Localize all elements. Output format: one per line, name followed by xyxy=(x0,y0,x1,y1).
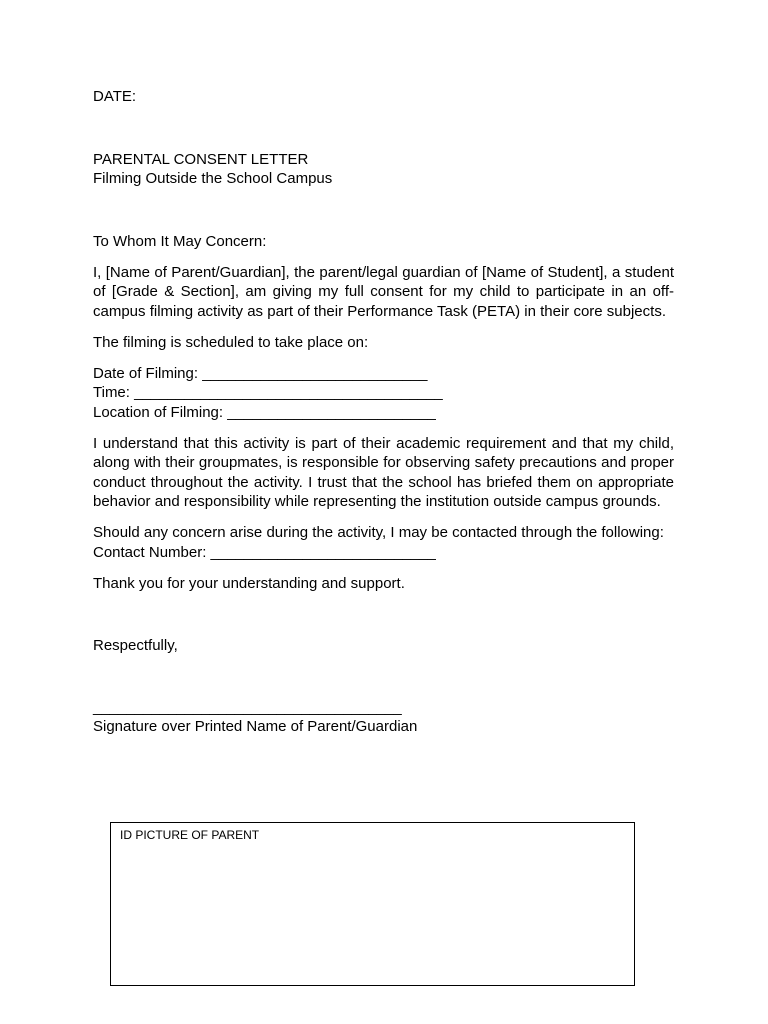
understanding-paragraph: I understand that this activity is part of their academic requirement and that my child, along with their groupmates, is responsible for observing safety precautions and proper conduct throughout the activity. I trust that the school has briefed them on appropriate behavior and responsibility while representing the institution outside campus grounds. xyxy=(93,434,674,510)
signature-line: _____________________________________ xyxy=(93,698,402,716)
consent-paragraph: I, [Name of Parent/Guardian], the parent/legal guardian of [Name of Student], a student of [Grade & Section], am giving my full consent for my child to participate in an off-campus filming activity as part of their Performance Task (PETA) in their core subjects. xyxy=(93,263,674,320)
letter-title: PARENTAL CONSENT LETTER xyxy=(93,150,309,168)
location-field: Location of Filming: _________________________ xyxy=(93,403,436,421)
signature-caption: Signature over Printed Name of Parent/Guardian xyxy=(93,718,418,735)
time-field: Time: _____________________________________ xyxy=(93,384,443,401)
schedule-intro: The filming is scheduled to take place on: xyxy=(93,333,369,351)
id-picture-box xyxy=(110,822,635,986)
date-of-filming-field: Date of Filming: ___________________________ xyxy=(93,364,428,382)
letter-body xyxy=(93,87,674,737)
thanks-line: Thank you for your understanding and support. xyxy=(93,574,405,592)
id-picture-label: ID PICTURE OF PARENT xyxy=(120,828,260,842)
concern-paragraph: Should any concern arise during the activity, I may be contacted through the following: xyxy=(93,524,664,541)
closing: Respectfully, xyxy=(93,637,178,654)
letter-subtitle: Filming Outside the School Campus xyxy=(93,170,333,187)
contact-number-field: Contact Number: ___________________________ xyxy=(93,543,436,561)
date-label: DATE: xyxy=(93,88,137,105)
greeting: To Whom It May Concern: xyxy=(93,232,267,250)
